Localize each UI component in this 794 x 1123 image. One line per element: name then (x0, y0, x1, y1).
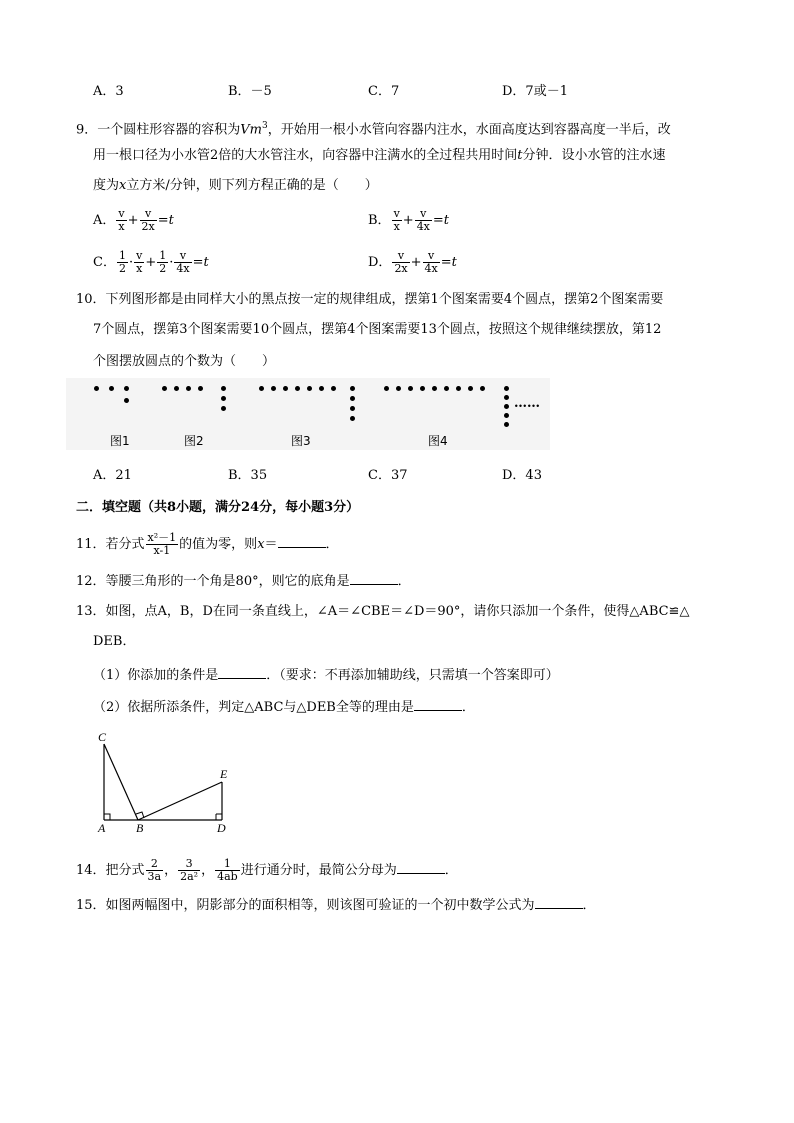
q14-answer-blank[interactable] (397, 861, 445, 874)
dot (504, 386, 509, 391)
q13-sub1-answer-blank[interactable] (218, 666, 266, 679)
q10-caption-3: 图3 (291, 434, 311, 448)
q11-equals: ＝ (264, 537, 278, 552)
q13-sub2-text-b: ． (461, 700, 475, 715)
q15-text: 15．如图两幅图中，阴影部分的面积相等，则该图可验证的一个初中数学公式为 (76, 898, 535, 913)
dot (94, 386, 99, 391)
q12-answer-blank[interactable] (350, 572, 398, 585)
dot (162, 386, 167, 391)
q9-line2-end: 分钟．设小水管的注水速 (522, 148, 666, 163)
dot (198, 386, 203, 391)
section-2-heading: 二．填空题（共8小题，满分24分，每小题3分） (76, 500, 360, 515)
label-a: A (98, 821, 106, 835)
q9-option-c: C． $\frac{1}{2}$ · $\frac{v}{x}$ + $\frac{1}{2}$ · $\frac{v}{4x}$ =t (93, 249, 209, 275)
q9-line3-text-a: 度为 (93, 178, 120, 193)
q9-option-b-label: B． (368, 213, 391, 228)
q12-end: ． (397, 574, 411, 589)
q9-line1-text-a: 9．一个圆柱形容器的容积为 (76, 122, 241, 138)
q9-line2 (93, 148, 666, 164)
q13-line2: DEB． (93, 634, 136, 649)
q8-option-c: C．7 (368, 84, 400, 99)
q8-option-d: D．7或－1 (502, 84, 568, 99)
q9-option-d: D． $\frac{v}{2x}$ + $\frac{v}{4x}$ =t (368, 249, 457, 275)
q10-option-b: B．35 (228, 468, 268, 483)
q13-sub1 (93, 666, 559, 684)
q8-option-b: B．－5 (228, 84, 272, 99)
dot (504, 413, 509, 418)
dot (319, 386, 324, 391)
dot (480, 386, 485, 391)
q11-answer-blank[interactable] (278, 535, 326, 548)
dot (384, 386, 389, 391)
q9-volume-symbol: Vm (240, 122, 262, 138)
dot (174, 386, 179, 391)
q9-rate-var: x (119, 178, 127, 193)
q10-caption-4: 图4 (428, 434, 448, 448)
label-d: D (217, 821, 226, 835)
q13-sub2 (93, 698, 475, 716)
dot (350, 416, 355, 421)
q9-line1: 9．一个圆柱形容器的容积为Vm$^3$，开始用一根小水管向容器内注水，水面高度达到容器高度一半后，改 (76, 121, 671, 138)
q14-end: ． (444, 863, 458, 878)
q15-end: ． (582, 898, 596, 913)
q13-sub1-text-a: （1）你添加的条件是 (93, 668, 219, 683)
dot (432, 386, 437, 391)
q10-option-d: D．43 (502, 468, 542, 483)
q12-text: 12．等腰三角形的一个角是80°，则它的底角是 (76, 574, 350, 589)
q9-line1-text-b: ，开始用一根小水管向容器内注水，水面高度达到容器高度一半后，改 (267, 122, 671, 138)
dot (350, 396, 355, 401)
dot (350, 386, 355, 391)
q15-line (76, 896, 596, 914)
dot (468, 386, 473, 391)
dot (283, 386, 288, 391)
q10-line3: 个图摆放圆点的个数为（ ） (93, 354, 276, 369)
dot (295, 386, 300, 391)
q10-ellipsis: …… (514, 396, 540, 411)
dot (124, 386, 129, 391)
q11-fraction: $\frac{\text{x²－1}}{x-1}$ (147, 531, 177, 557)
q11-var-x: x (257, 537, 265, 552)
q10-line1: 10．下列图形都是由同样大小的黑点按一定的规律组成，摆第1个图案需要4个圆点，摆第2个图案需要 (76, 292, 664, 307)
q10-dot-figure (66, 378, 550, 450)
q9-line2-text: 用一根口径为小水管2倍的大水管注水，向容器中注满水的全过程共用时间 (93, 148, 518, 163)
label-b: B (136, 821, 144, 835)
dot (221, 406, 226, 411)
q10-caption-1: 图1 (110, 434, 130, 448)
dot (259, 386, 264, 391)
q10-line2: 7个圆点，摆第3个图案需要10个圆点，摆第4个图案需要13个圆点，按照这个规律继续摆放，第12 (93, 322, 662, 337)
dot (420, 386, 425, 391)
q14-sep: ， (201, 863, 215, 878)
dot (124, 398, 129, 403)
q15-answer-blank[interactable] (535, 896, 583, 909)
dot (504, 404, 509, 409)
q14-fraction-3: $\frac{1}{4ab}$ (217, 857, 238, 883)
q13-line1: 13．如图，点A，B，D在同一条直线上，∠A＝∠CBE＝∠D＝90°，请你只添加一个条件，使得△ABC≌△ (76, 604, 690, 619)
q8-option-a: A．3 (93, 84, 124, 99)
dot (408, 386, 413, 391)
q13-geometry-figure (92, 728, 242, 836)
dot (350, 406, 355, 411)
dot (307, 386, 312, 391)
q12-line (76, 572, 411, 590)
q11-line (76, 532, 339, 557)
q10-option-a: A．21 (93, 468, 132, 483)
q11-text-b: 的值为零，则 (179, 537, 258, 552)
q11-text-a: 11．若分式 (76, 537, 145, 552)
dot (271, 386, 276, 391)
q14-text-a: 14．把分式 (76, 863, 145, 878)
q9-option-a: A． $\frac{v}{x}$ + $\frac{v}{2x}$ =t (93, 207, 174, 233)
q9-option-c-label: C． (93, 255, 116, 270)
q10-option-c: C．37 (368, 468, 408, 483)
q13-sub1-text-b: ．（要求：不再添加辅助线，只需填一个答案即可） (266, 668, 559, 683)
label-e: E (220, 767, 228, 781)
dot (444, 386, 449, 391)
q11-end: ． (325, 537, 339, 552)
q9-time-var: t (517, 148, 523, 163)
label-c: C (98, 730, 107, 744)
q10-caption-2: 图2 (184, 434, 204, 448)
q14-fraction-2: $\frac{3}{\text{2a²}}$ (180, 857, 199, 883)
dot (221, 386, 226, 391)
q9-line3 (93, 178, 378, 194)
q14-fraction-1: $\frac{2}{3a}$ (147, 857, 162, 883)
q13-sub2-text-a: （2）依据所添条件，判定△ABC与△DEB全等的理由是 (93, 700, 414, 715)
dot (109, 386, 114, 391)
q9-option-d-label: D． (368, 255, 392, 270)
dot (221, 396, 226, 401)
q13-sub2-answer-blank[interactable] (414, 698, 462, 711)
dot (396, 386, 401, 391)
q9-line3-text-b: 立方米/分钟，则下列方程正确的是（ ） (126, 178, 378, 193)
q14-text-b: 进行通分时，最简公分母为 (240, 863, 397, 878)
dot (186, 386, 191, 391)
dot (504, 422, 509, 427)
dot (331, 386, 336, 391)
q9-option-b: B． $\frac{v}{x}$ + $\frac{v}{4x}$ =t (368, 207, 450, 233)
dot (504, 395, 509, 400)
q14-line (76, 858, 458, 883)
dot (456, 386, 461, 391)
q9-option-a-label: A． (93, 213, 116, 228)
q14-sep: ， (164, 863, 178, 878)
